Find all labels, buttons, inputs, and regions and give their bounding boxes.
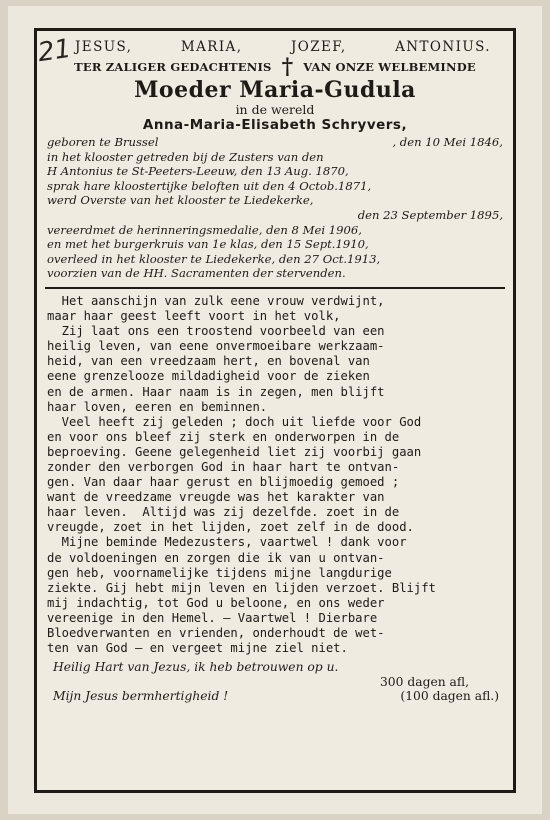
prayer-1 [45, 660, 505, 675]
text-line: heid, van een vreedzaam hert, en bovenal van [47, 354, 370, 369]
world-name: Anna-Maria-Elisabeth Schryvers, [142, 117, 408, 133]
text-line: haar leven. Altijd was zij dezelfde. zoet in de [47, 505, 400, 520]
text-line: maar haar geest leeft voort in het volk, [47, 309, 341, 324]
name-maria: MARIA, [180, 39, 243, 55]
text-line: eene grenzelooze mildadigheid voor de zieken [47, 369, 370, 384]
memorial-card [8, 6, 542, 814]
bio-line [47, 164, 503, 179]
text-line: want de vreedzame vreugde was het karakter van [47, 490, 385, 505]
bio-line [47, 237, 503, 252]
bio-line-left: voorzien van de HH. Sacramenten der stervenden. [47, 266, 346, 281]
indulgence-1: 300 dagen afl, [379, 675, 469, 690]
name-jesus: JESUS, [75, 39, 133, 55]
text-line: zonder den verborgen God in haar hart te ontvan- [47, 459, 400, 474]
deceased-title: Moeder Maria-Gudula [134, 77, 416, 103]
bio-line-left: overleed in het klooster te Liedekerke, den 27 Oct.1913, [47, 251, 381, 266]
text-line: en voor ons bleef zij sterk en onderworpen in de [47, 429, 400, 444]
prayer-2-row [45, 689, 505, 704]
text-line: gen heb, voornamelijke tijdens mijne langdurige [47, 565, 392, 580]
name-antonius: ANTONIUS. [395, 39, 491, 55]
bio-line [47, 223, 503, 238]
remembrance-right: VAN ONZE WELBEMINDE [303, 60, 476, 74]
remembrance-line [45, 54, 505, 80]
text-line: heilig leven, van eene onvermoeibare werkzaam- [47, 339, 385, 354]
text-line: de voldoeningen en zorgen die ik van u ontvan- [47, 550, 385, 565]
bio-line [47, 150, 503, 165]
prayer-2-text: Mijn Jesus bermhertigheid ! [53, 689, 229, 704]
bio-line-left: werd Overste van het klooster te Liedekerke, [47, 193, 314, 208]
text-line: en de armen. Haar naam is in zegen, men blijft [47, 384, 385, 399]
text-line: Zij laat ons een troostend voorbeeld van een [47, 324, 385, 339]
card-content [45, 37, 505, 784]
text-line: beproeving. Geene gelegenheid liet zij voorbij gaan [47, 444, 422, 459]
bio-line-left: in het klooster getreden bij de Zusters van den [47, 149, 324, 164]
cross-icon: † [281, 54, 294, 80]
text-line: Bloedverwanten en vrienden, onderhoudt de wet- [47, 626, 385, 640]
bio-line-left: vereerdmet de herinneringsmedalie, den 8 Mei 1906, [47, 222, 362, 237]
text-line: Veel heeft zij geleden ; doch uit liefde voor God [47, 414, 422, 429]
bio-line-left: H Antonius te St-Peeters-Leeuw, den 13 Aug. 1870, [47, 164, 349, 179]
holy-names-row [45, 37, 505, 55]
bio-line-right: den 23 September 1895, [357, 207, 503, 222]
text-line: gen. Van daar haar gerust en blijmoedig gemoed ; [47, 475, 400, 490]
bio-line [47, 208, 503, 223]
bio-line [47, 193, 503, 208]
text-line: haar loven, eeren en beminnen. [47, 399, 268, 414]
handwritten-number: 21 [36, 33, 74, 69]
bio-line [47, 252, 503, 267]
text-line: vreugde, zoet in het lijden, zoet zelf in de dood. [47, 520, 414, 535]
divider [45, 287, 505, 289]
text-line: Mijne beminde Medezusters, vaartwel ! dank voor [47, 535, 407, 550]
bio-line [47, 266, 503, 281]
card-frame [34, 28, 516, 793]
bio-line-right: , den 10 Mei 1846, [392, 135, 503, 149]
bio-line-left: geboren te Brussel [47, 135, 159, 149]
biography [45, 135, 505, 281]
name-jozef: JOZEF, [290, 39, 347, 55]
text-line: ziekte. Gij hebt mijn leven en lijden verzoet. Blijft [47, 580, 436, 595]
bio-line [47, 135, 503, 150]
text-line: Het aanschijn van zulk eene vrouw verdwijnt, [47, 293, 385, 308]
prayer-1-text: Heilig Hart van Jezus, ik heb betrouwen op u. [53, 660, 339, 675]
remembrance-left: TER ZALIGER GEDACHTENIS [74, 60, 272, 74]
bio-line-left: en met het burgerkruis van 1e klas, den 15 Sept.1910, [47, 237, 369, 252]
eulogy-text [45, 294, 505, 656]
in-de-wereld: in de wereld [235, 102, 315, 117]
bio-line-left: sprak hare kloostertijke beloften uit den 4 Octob.1871, [47, 178, 372, 193]
text-line: vereenige in den Hemel. — Vaartwel ! Dierbare [47, 610, 378, 625]
text-line: ten van God — en vergeet mijne ziel niet. [47, 641, 348, 656]
indulgence-2: (100 dagen afl.) [400, 689, 499, 704]
text-line: mij indachtig, tot God u beloone, en ons weder [47, 595, 385, 610]
bio-line [47, 179, 503, 194]
